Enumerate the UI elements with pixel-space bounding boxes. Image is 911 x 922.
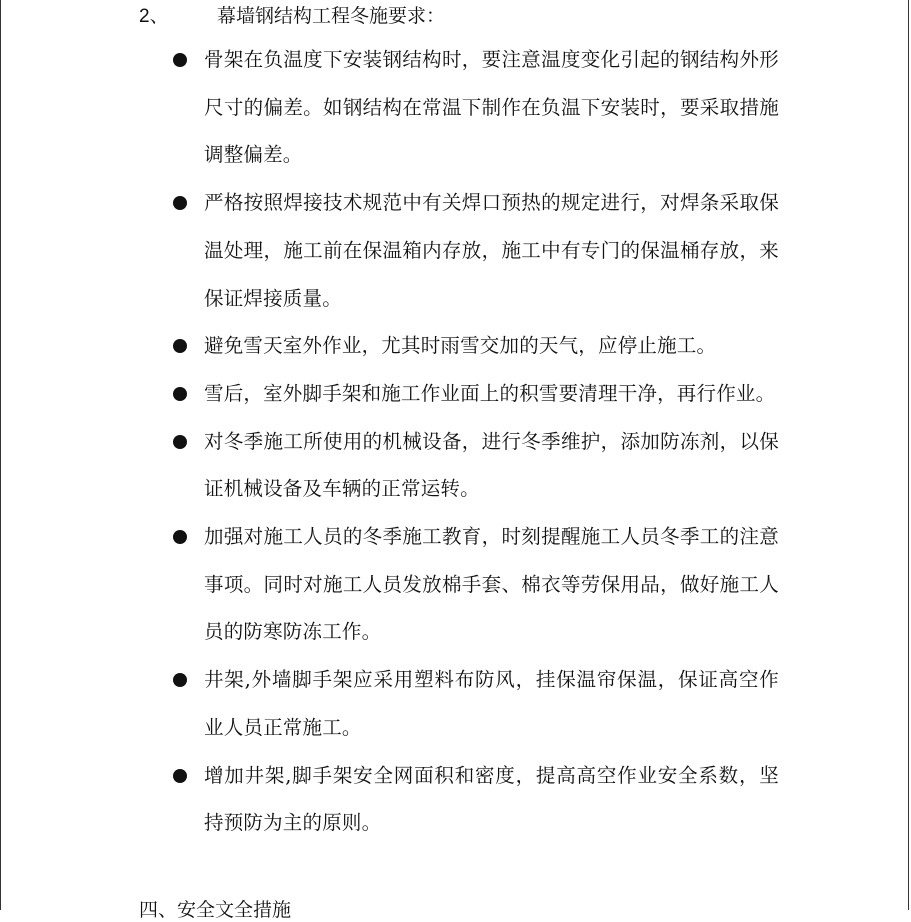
bullet-icon <box>173 53 187 67</box>
section-number: 2、 <box>139 6 169 27</box>
list-item-text: 骨架在负温度下安装钢结构时，要注意温度变化引起的钢结构外形尺寸的偏差。如钢结构在常温下制作在负温下安装时，要采取措施调整偏差。 <box>204 48 779 167</box>
list-item <box>1 656 779 751</box>
bullet-icon <box>173 530 187 544</box>
list-item-text: 雪后，室外脚手架和施工作业面上的积雪要清理干净，再行作业。 <box>204 381 776 405</box>
list-item-text: 对冬季施工所使用的机械设备，进行冬季维护，添加防冻剂，以保证机械设备及车辆的正常运转。 <box>204 429 779 501</box>
list-item-text: 加强对施工人员的冬季施工教育，时刻提醒施工人员冬季工的注意事项。同时对施工人员发放棉手套、棉衣等劳保用品，做好施工人员的防寒防冻工作。 <box>204 525 779 644</box>
list-item <box>1 370 779 418</box>
section-title: 幕墙钢结构工程冬施要求： <box>217 5 446 27</box>
next-section-heading: 四、安全文全措施 <box>139 899 292 921</box>
bullet-icon <box>173 769 187 783</box>
list-item-text: 井架,外墙脚手架应采用塑料布防风，挂保温帘保温，保证高空作业人员正常施工。 <box>204 668 779 739</box>
list-item-text: 避免雪天室外作业，尤其时雨雪交加的天气，应停止施工。 <box>204 334 717 358</box>
list-item <box>1 36 779 179</box>
bullet-icon <box>173 339 187 353</box>
list-item <box>1 752 779 847</box>
list-item <box>1 418 779 513</box>
bullet-icon <box>173 196 187 210</box>
bullet-icon <box>173 673 187 687</box>
list-item-text: 增加井架,脚手架安全网面积和密度，提高高空作业安全系数，坚持预防为主的原则。 <box>204 763 779 835</box>
bullet-icon <box>173 387 187 401</box>
section-heading <box>139 4 445 29</box>
list-item-text: 严格按照焊接技术规范中有关焊口预热的规定进行，对焊条采取保温处理，施工前在保温箱内存放，施工中有专门的保温桶存放，来保证焊接质量。 <box>204 191 779 310</box>
list-item <box>1 322 779 370</box>
requirements-list <box>1 36 910 847</box>
bullet-icon <box>173 435 187 449</box>
list-item <box>1 513 779 656</box>
list-item <box>1 179 779 322</box>
